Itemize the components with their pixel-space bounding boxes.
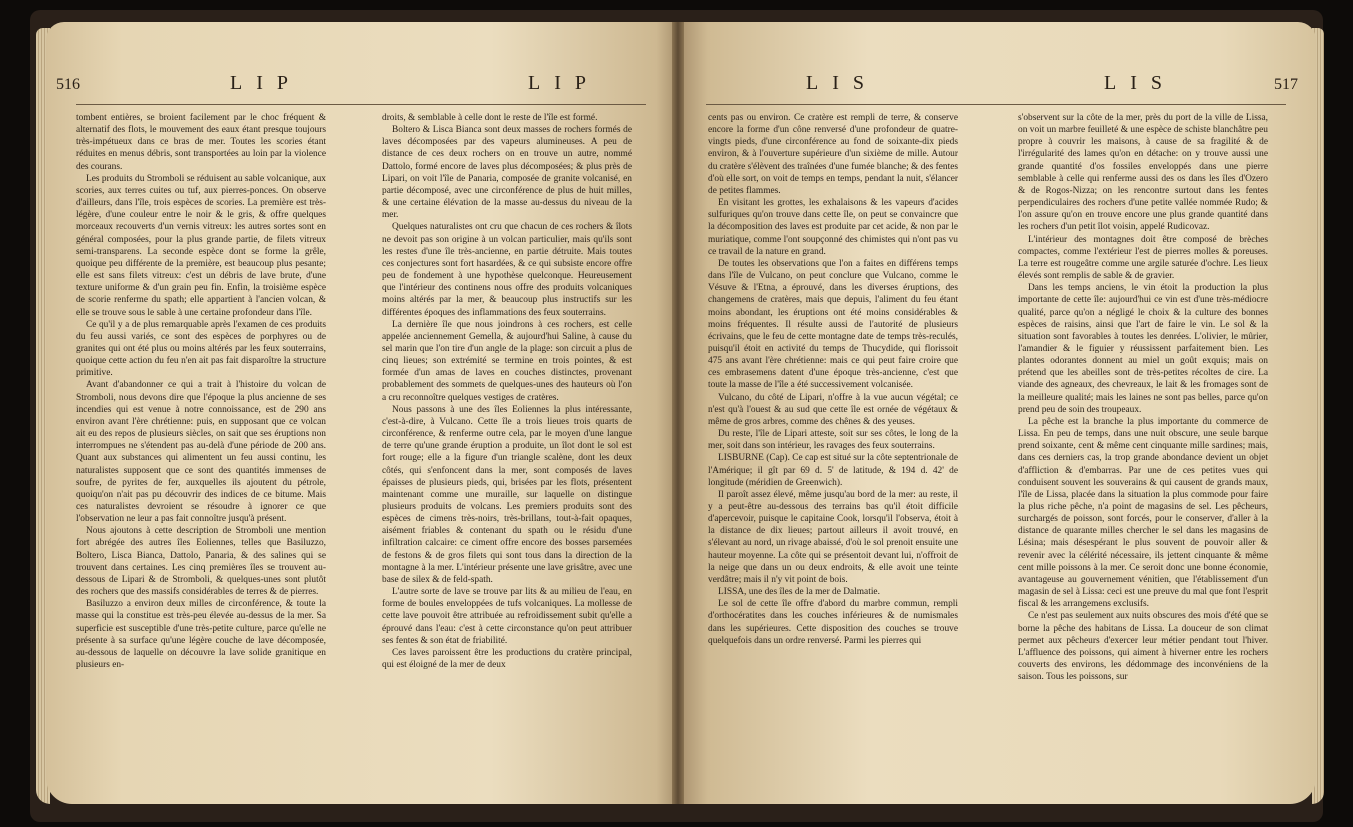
paragraph: Le sol de cette île offre d'abord du marbre commun, rempli d'orthocératites dans les couches inférieures & de numismales dans les supérieures. Cette disposition des couches se trouve quelquefois dans un ordre renversé. Parmi les pierres qui (708, 599, 958, 646)
paragraph: Les produits du Stromboli se réduisent au sable volcanique, aux scories, aux terres cuites ou tuf, aux pierres-ponces. On observe d'ailleurs, dans l'île, trois espèces de scories. La première est très-légère, d'une couleur entre le noir & le gris, & offre quelques morceaux recouverts d'un vernis vitreux: les autres sortes sont en général composées, pour la plus grande partie, de filets vitreux semi-transparens. La seconde espèce dont se forme la grêle, quoique peu différente de la première, est beaucoup plus pesante; elle est sans filets vitreux: c'est un débris de lave brute, d'une texture uniforme & d'un grain peu fin. Enfin, la troisième espèce de scorie renferme du spath; elle appartient à l'ancien volcan, & elle se trouve sous le sable à une certaine profondeur dans l'île. (76, 173, 326, 318)
paragraph: s'observent sur la côte de la mer, près du port de la ville de Lissa, on voit un marbre feuilleté & une espèce de schiste blanchâtre peu propre à couvrir les maisons, à cause de sa fragilité & de l'irrégularité des lames qu'on en détache: on y trouve aussi une grande quantité d'os fossiles enveloppés dans une pierre semblable à celle qui renferme aussi des os dans les îles d'Ozero & de Rogos-Nizza; on les rencontre surtout dans les fentes perpendiculaires des rochers d'une petite vallée nommée Rudo; & l'on assure qu'on en trouve encore une plus grande quantité dans les rochers d'un petit îlot voisin, appelé Rudicovaz. (1018, 113, 1268, 233)
running-head-left-1: LIP (230, 72, 302, 94)
running-head-right-2: LIS (1104, 72, 1176, 94)
paragraph: Du reste, l'île de Lipari atteste, soit sur ses côtes, le long de la mer, soit dans son intérieur, les ravages des feux souterrains. (708, 429, 958, 452)
header-rule-right (706, 104, 1286, 105)
book-gutter (672, 22, 684, 804)
dictionary-entry: LISSA, une des îles de la mer de Dalmatie. (718, 587, 880, 598)
right-page-column-2 (1018, 112, 1268, 804)
paragraph: L'autre sorte de lave se trouve par lits & au milieu de l'eau, en forme de boules enveloppées de tufs volcaniques. La mollesse de cette lave pouvoit être attribuée au refroidissement subit qu'elle a éprouvé dans l'eau: c'est à cette circonstance qu'on peut attribuer ses fentes & son état de friabilité. (382, 587, 632, 646)
right-page (676, 22, 1316, 804)
paragraph: Quelques naturalistes ont cru que chacun de ces rochers & îlots ne devoit pas son origine à un volcan particulier, mais qu'ils sont les restes d'une île très-ancienne, en partie détruite. Mais toutes ces conjectures sont fort hasardées, & ce qui subsiste encore offre peu de fondement à une hypothèse quelconque. Heureusement que l'intérieur des continens nous offre des produits volcaniques moins altérés par la mer, & beaucoup plus instructifs sur les différentes époques des inflammations des feux souterrains. (382, 222, 632, 318)
page-number-left: 516 (56, 76, 80, 93)
running-head-left-2: LIP (528, 72, 600, 94)
left-page-column-2 (382, 112, 632, 804)
left-page-column-1 (76, 112, 326, 804)
header-rule-left (76, 104, 646, 105)
paragraph: tombent entières, se broient facilement par le choc fréquent & alternatif des flots, le mouvement des eaux étant presque toujours très-impétueux dans ce bras de mer. Toutes les scories étant réduites en menus débris, sont transportées au loin par la violence des courans. (76, 113, 326, 172)
left-page (46, 22, 682, 804)
dictionary-entry: LISBURNE (Cap). Ce cap est situé sur la côte septentrionale de l'Amérique; il gît par 69 d. 5' de latitude, & 194 d. 42' de longitude (méridien de Greenwich). (708, 453, 958, 488)
paragraph: Nous passons à une des îles Eoliennes la plus intéressante, c'est-à-dire, à Vulcano. Cette île a trois lieues trois quarts de circonférence, & renferme outre cela, par le moyen d'une langue de terre qu'une grande éruption a produite, un îlot dont le sol est fort rouge; elle a la figure d'un triangle scalène, dont les deux côtés, qui s'enfoncent dans la mer, sont composés de laves épaisses de plusieurs pieds, qui, brisées par les flots, présentent maintenant comme une muraille, sur laquelle on distingue plusieurs produits de volcans. Les premiers produits sont des espèces de cimens très-noirs, très-brillans, tout-à-fait opaques, aisément friables & contenant du spath ou le résidu d'une infiltration calcaire: ce ciment offre encore des bosses parsemées de festons & de gros filets qui sont tous dans la direction de la montagne à la mer. L'intérieur présente une lave grisâtre, avec une base de silex & de feld-spath. (382, 404, 632, 585)
paragraph: Basiluzzo a environ deux milles de circonférence, & toute la masse qui la constitue est très-peu élevée au-dessus de la mer. Sa superficie est susceptible d'une très-petite culture, parce qu'elle ne présente à sa surface qu'une légère couche de lave décomposée, au-dessous de laquelle on découvre la lave solide granitique en plusieurs en- (76, 599, 326, 671)
paragraph: La dernière île que nous joindrons à ces rochers, est celle appelée anciennement Gemella, & aujourd'hui Saline, à cause du sel marin que l'on tire d'un angle de la plage: son circuit a plus de cinq lieues; son extrémité se termine en trois pointes, & est formée d'un amas de laves en couches distinctes, provenant probablement des sommets de quelques-unes des hauteurs où l'on a cru reconnoître quelques vestiges de cratères. (382, 319, 632, 403)
paragraph: Ces laves paroissent être les productions du cratère principal, qui est éloigné de la mer de deux (382, 647, 632, 671)
paragraph: Dans les temps anciens, le vin étoit la production la plus importante de cette île: aujourd'hui ce vin est d'une très-médiocre qualité, parce qu'on a négligé le choix & la culture des bonnes espèces de raisins, ainsi que l'art de faire le vin. Le sol & la situation sont favorables à toutes les denrées. L'olivier, le mûrier, l'amandier & le figuier y réussissent parfaitement bien. Les plantes odorantes donnent au miel un goût exquis; mais on prétend que les abeilles sont de très-petites récoltes de cire. La viande des agneaux, des chevreaux, le lait & les fromages sont de la meilleure qualité; mais les laines ne sont pas belles, parce qu'on prend peu de soin des troupeaux. (1018, 283, 1268, 415)
paragraph: Avant d'abandonner ce qui a trait à l'histoire du volcan de Stromboli, nous devons dire que l'époque la plus ancienne de ses incendies qui est venue à notre connoissance, est de 290 ans environ avant l'ère chrétienne: puis, en supposant que ce volcan ait eu des repos de plusieurs siècles, on sait que ses éruptions non interrompues ne s'étendent pas au-delà d'une période de 200 ans. Quant aux substances qui alimentent un feu aussi continu, les naturalistes supposent que ce sont des quantités immenses de soufre, de pyrites de fer, auxquelles ils ajoutent du pétrole, quoiqu'on n'ait pas pu découvrir des indices de ce bitume. Mais ces naturalistes devroient se résoudre à ignorer ce que l'observation ne leur a pas fait connoître jusqu'à présent. (76, 380, 326, 525)
paragraph: Ce n'est pas seulement aux nuits obscures des mois d'été que se borne la pêche des habitans de Lissa. La douceur de son climat permet aux pêcheurs d'exercer leur métier pendant tout l'hiver. L'affluence des poissons, qui aiment à hiverner entre les rochers couverts des environs, les dédommage des inconvéniens de la saison. Tous les poissons, sur (1018, 611, 1268, 683)
paragraph: Nous ajoutons à cette description de Stromboli une mention fort abrégée des autres îles Eoliennes, telles que Basiluzzo, Boltero, Lisca Bianca, Dattolo, Panaria, & des salines qui se trouvent dans certaines. Les cinq premières îles se trouvent au-dessous de Lipari & de Stromboli, & quelques-unes sont plutôt des rochers que des massifs considérables de terres & de pierres. (76, 526, 326, 598)
paragraph: De toutes les observations que l'on a faites en différens temps dans l'île de Vulcano, on peut conclure que Vulcano, comme le Vésuve & l'Etna, a éprouvé, dans les diverses éruptions, des changemens de cratères, mais que depuis, l'aliment du feu étant moins abondant, les éruptions ont été moins considérables & moins fréquentes. Il résulte aussi de l'autorité de plusieurs écrivains, que le feu de cette montagne date de temps très-reculés, puisqu'il étoit en activité du temps de Thucydide, qui florissoit 475 ans avant l'ère chrétienne: mais ce qui peut faire croire que ces embrasemens datent d'une époque très-ancienne, c'est que toute la masse de l'île a été successivement volcanisée. (708, 258, 958, 391)
paragraph: Ce qu'il y a de plus remarquable après l'examen de ces produits du feu aussi variés, ce sont des espèces de porphyres ou de granites qui ont été plus ou moins altérés par les feux souterrains, quoique cette action du feu n'en ait pas fait disparoître la structure primitive. (76, 319, 326, 379)
paragraph: La pêche est la branche la plus importante du commerce de Lissa. En peu de temps, dans une nuit obscure, une seule barque prend soixante, cent & même cent cinquante mille sardines; mais, dans ces derniers cas, la trop grande abondance devient un objet d'affliction & d'embarras. Par une de ces petites vues qui conduisent souvent les souverains & qui causent de grands maux, l'île de Lissa, placée dans la situation la plus commode pour faire la plus riche pêche, n'a point de magasins de sel. Les pêcheurs, surchargés de poisson, sont forcés, pour le conserver, d'aller à la distance de quarante milles chercher le sel dans les magasins de Lésina; mais désespérant le plus souvent de pouvoir aller & revenir avec la célérité nécessaire, ils jettent cinquante & même cent mille poissons à la mer. Ce seroit donc une bonne économie, avantageuse au gouvernement vénitien, que l'établissement d'un magasin de sel à Lissa: ceci est une preuve du mal que font l'esprit fiscal & les arrangemens exclusifs. (1018, 416, 1268, 610)
paragraph: cents pas ou environ. Ce cratère est rempli de terre, & conserve encore la forme d'un cône renversé d'une profondeur de quatre-vingts pieds, d'une circonférence au fond de soixante-dix pieds environ, & à l'ouverture supérieure d'un sixième de mille. Autour du cratère s'élèvent des traînées d'une fumée blanche; & des fentes d'où elle sort, on voit de temps en temps, pendant la nuit, s'élancer de petites flammes. (708, 113, 958, 196)
page-number-right: 517 (1274, 76, 1298, 93)
paragraph: L'intérieur des montagnes doit être composé de brèches compactes, comme l'extérieur l'est de pierres molles & poreuses. La terre est rougeâtre comme une argile saturée d'ochre. Les lieux élevés sont remplis de sable & de gravier. (1018, 234, 1268, 282)
paragraph: Il paroît assez élevé, même jusqu'au bord de la mer: au reste, il y a peut-être au-dessous des terrains bas qu'il étoit difficile d'apercevoir, puisque le capitaine Cook, lorsqu'il l'observa, étoit à la distance de dix lieues; partout ailleurs il avoit trouvé, en s'élevant au nord, un rivage abaissé, d'où le sol prenoit ensuite une hauteur moyenne. La côte qui se présentoit devant lui, n'offroit de la neige que dans un ou deux endroits, & elle avoit une teinte verdâtre; mais il n'y vit point de bois. (708, 489, 958, 585)
paragraph: En visitant les grottes, les exhalaisons & les vapeurs d'acides sulfuriques qu'on trouve dans cette île, on peut se convaincre que la décomposition des laves est produite par cet acide, & non par le muriatique, comme l'ont soupçonné des chimistes qui n'ont pas vu ce travail de la nature en grand. (708, 198, 958, 257)
running-head-right-1: LIS (806, 72, 878, 94)
paragraph: Boltero & Lisca Bianca sont deux masses de rochers formés de laves décomposées par des vapeurs alumineuses. A peu de distance de ces deux rochers on en trouve un autre, nommé Dattolo, formé encore de laves plus décomposées; & plus près de Lipari, on voit l'île de Panaria, composée de granite volcanisé, en partie décomposé, avec une circonférence de plus de huit milles, & une certaine élévation de la masse au-dessus du niveau de la mer. (382, 125, 632, 221)
right-page-column-1 (708, 112, 958, 804)
paragraph: Vulcano, du côté de Lipari, n'offre à la vue aucun végétal; ce n'est qu'à l'ouest & au sud que cette île est ornée de végétaux & même de gros arbres, comme des chênes & des yeuses. (708, 392, 958, 427)
paragraph: droits, & semblable à celle dont le reste de l'île est formé. (382, 113, 598, 123)
